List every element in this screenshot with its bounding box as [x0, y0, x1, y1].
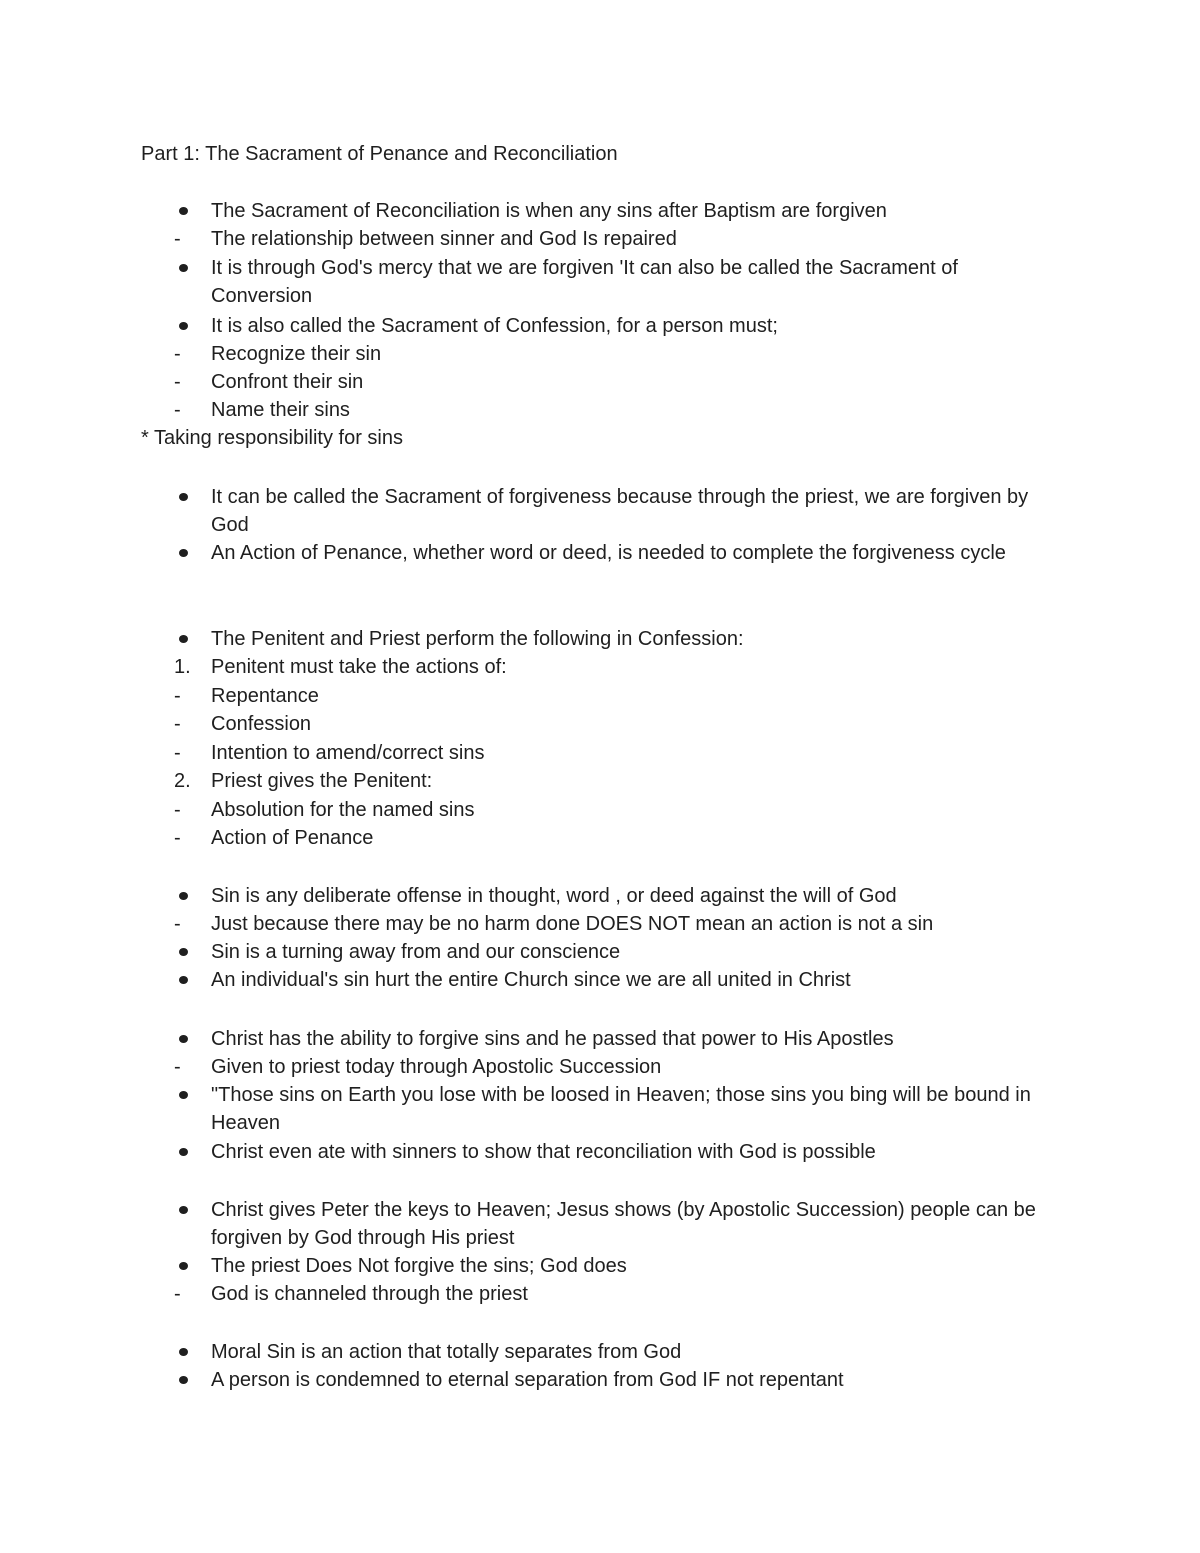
- list-number: 1.: [174, 656, 191, 678]
- list-item: [0, 767, 1200, 795]
- dash-marker: -: [174, 1056, 181, 1078]
- bullet-icon: [179, 1376, 188, 1384]
- list-item-text: Moral Sin is an action that totally separates from God: [211, 1341, 682, 1363]
- list-item-text: "Those sins on Earth you lose with be loosed in Heaven; those sins you bing will be bound in Heaven: [211, 1084, 1031, 1134]
- list-item-text: Christ has the ability to forgive sins and he passed that power to His Apostles: [211, 1028, 894, 1050]
- list-item: [0, 225, 1200, 253]
- list-item: [0, 739, 1200, 767]
- list-item: [0, 1252, 1200, 1280]
- bullet-icon: [179, 322, 188, 330]
- list-item-text: God is channeled through the priest: [211, 1283, 528, 1305]
- list-item: [0, 1338, 1200, 1366]
- list-item-text: Intention to amend/correct sins: [211, 742, 485, 764]
- list-item: [0, 682, 1200, 710]
- list-item: [0, 625, 1200, 653]
- list-item-text: Name their sins: [211, 399, 350, 421]
- dash-marker: -: [174, 371, 181, 393]
- bullet-icon: [179, 1206, 188, 1214]
- list-item-text: Just because there may be no harm done DOES NOT mean an action is not a sin: [211, 913, 934, 935]
- dash-marker: -: [174, 685, 181, 707]
- list-item: [0, 368, 1200, 396]
- bullet-icon: [179, 207, 188, 215]
- list-item-text: It is also called the Sacrament of Confession, for a person must;: [211, 315, 778, 337]
- list-item-text: Confession: [211, 713, 312, 735]
- list-item: [0, 1025, 1200, 1053]
- list-item-text: Given to priest today through Apostolic Succession: [211, 1056, 662, 1078]
- bullet-icon: [179, 1035, 188, 1043]
- bullet-icon: [179, 1262, 188, 1270]
- bullet-icon: [179, 976, 188, 984]
- list-item: [0, 824, 1200, 852]
- list-item: [0, 539, 1200, 567]
- dash-marker: -: [174, 913, 181, 935]
- dash-marker: -: [174, 713, 181, 735]
- bullet-icon: [179, 493, 188, 501]
- list-item: [0, 1081, 1200, 1134]
- list-item-text: An Action of Penance, whether word or deed, is needed to complete the forgiveness cycle: [211, 542, 1006, 564]
- bullet-icon: [179, 549, 188, 557]
- list-item: [0, 197, 1200, 225]
- list-item-text: The Sacrament of Reconciliation is when any sins after Baptism are forgiven: [211, 200, 887, 222]
- list-item-text: Repentance: [211, 685, 319, 707]
- list-item: [0, 1053, 1200, 1081]
- bullet-icon: [179, 264, 188, 272]
- list-item-text: Action of Penance: [211, 827, 374, 849]
- list-item: [0, 938, 1200, 966]
- bullet-icon: [179, 635, 188, 643]
- list-item: [0, 710, 1200, 738]
- dash-marker: -: [174, 827, 181, 849]
- list-number: 2.: [174, 770, 191, 792]
- bullet-icon: [179, 1091, 188, 1099]
- bullet-icon: [179, 1148, 188, 1156]
- dash-marker: -: [174, 799, 181, 821]
- dash-marker: -: [174, 742, 181, 764]
- list-item-text: It can be called the Sacrament of forgiveness because through the priest, we are forgiven by God: [211, 486, 1029, 536]
- list-item-text: An individual's sin hurt the entire Church since we are all united in Christ: [211, 969, 851, 991]
- list-item: [0, 396, 1200, 424]
- list-item: [0, 1138, 1200, 1166]
- list-item-text: Penitent must take the actions of:: [211, 656, 507, 678]
- list-item: [0, 340, 1200, 368]
- list-item-text: Confront their sin: [211, 371, 364, 393]
- list-item-text: Priest gives the Penitent:: [211, 770, 433, 792]
- list-item-text: The priest Does Not forgive the sins; God does: [211, 1255, 627, 1277]
- list-item: [0, 254, 1200, 307]
- list-item-text: The Penitent and Priest perform the following in Confession:: [211, 628, 744, 650]
- list-item-text: It is through God's mercy that we are forgiven 'It can also be called the Sacrament of Conversion: [211, 257, 958, 307]
- list-item-text: Sin is a turning away from and our conscience: [211, 941, 621, 963]
- dash-marker: -: [174, 343, 181, 365]
- dash-marker: -: [174, 399, 181, 421]
- list-item: [0, 1366, 1200, 1394]
- dash-marker: -: [174, 1283, 181, 1305]
- list-item: [0, 653, 1200, 681]
- bullet-icon: [179, 1348, 188, 1356]
- list-item: [0, 1280, 1200, 1308]
- list-item-text: Christ even ate with sinners to show that reconciliation with God is possible: [211, 1141, 876, 1163]
- bullet-icon: [179, 948, 188, 956]
- list-item-text: Christ gives Peter the keys to Heaven; Jesus shows (by Apostolic Succession) people can be forgiven by God through His priest: [211, 1199, 1036, 1249]
- list-item: [0, 424, 1200, 452]
- list-item: [0, 910, 1200, 938]
- dash-marker: -: [174, 228, 181, 250]
- document-title: Part 1: The Sacrament of Penance and Reconciliation: [141, 143, 618, 165]
- list-item-text: The relationship between sinner and God Is repaired: [211, 228, 677, 250]
- list-item-text: * Taking responsibility for sins: [141, 427, 403, 449]
- list-item: [0, 966, 1200, 994]
- list-item-text: Recognize their sin: [211, 343, 382, 365]
- list-item-text: A person is condemned to eternal separation from God IF not repentant: [211, 1369, 844, 1391]
- list-item: [0, 1196, 1200, 1249]
- bullet-icon: [179, 892, 188, 900]
- list-item: [0, 882, 1200, 910]
- list-item: [0, 312, 1200, 340]
- list-item-text: Sin is any deliberate offense in thought, word , or deed against the will of God: [211, 885, 897, 907]
- list-item: [0, 483, 1200, 536]
- list-item: [0, 796, 1200, 824]
- list-item-text: Absolution for the named sins: [211, 799, 475, 821]
